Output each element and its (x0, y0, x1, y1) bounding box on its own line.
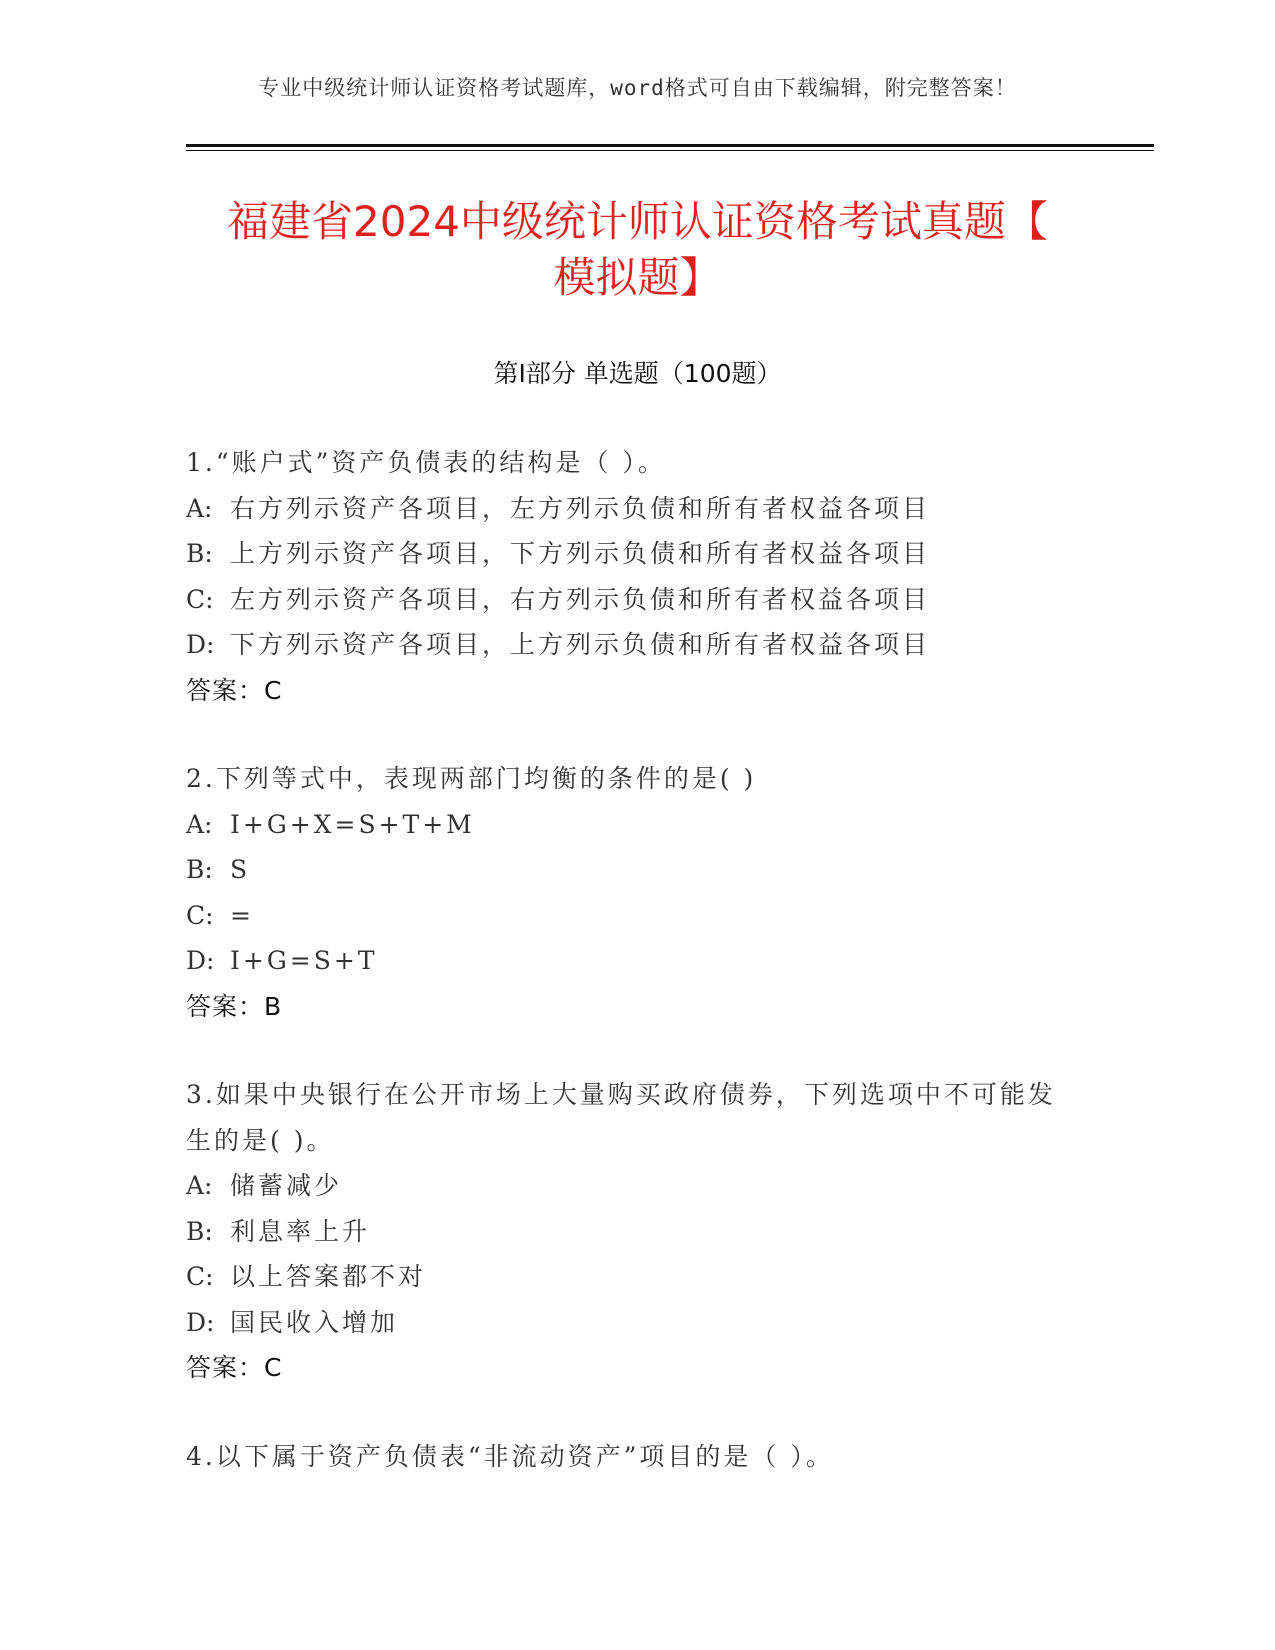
answer-line: 答案：C (186, 675, 283, 705)
question-list (186, 440, 1086, 1522)
question-3 (186, 1072, 1086, 1391)
option-text: 左方列示资产各项目，右方列示负债和所有者权益各项目 (230, 584, 931, 614)
answer-line: 答案：C (186, 1353, 283, 1382)
question-4 (186, 1434, 1086, 1480)
question-stem: 1.“账户式”资产负债表的结构是（ ）。 (186, 448, 666, 477)
option-text: I+G=S+T (230, 946, 378, 975)
option-b (186, 847, 1086, 893)
option-text: 国民收入增加 (230, 1307, 399, 1337)
option-letter: D: (186, 630, 215, 659)
option-letter: A: (186, 809, 213, 839)
document-title-line2: 模拟题】 (553, 253, 722, 302)
option-letter: C: (186, 900, 214, 930)
document-title-line1: 福建省2024中级统计师认证资格考试真题【 (227, 197, 1048, 246)
document-title (150, 194, 1125, 306)
option-text: S (230, 855, 251, 884)
question-1 (186, 440, 1086, 713)
option-letter: B: (186, 539, 213, 568)
option-c (186, 1254, 1086, 1300)
option-letter: B: (186, 1216, 213, 1246)
header-note: 专业中级统计师认证资格考试题库，word格式可自由下载编辑，附完整答案！ (258, 76, 1017, 100)
question-stem: 3.如果中央银行在公开市场上大量购买政府债券，下列选项中不可能发生的是( )。 (186, 1080, 1056, 1155)
question-stem: 4.以下属于资产负债表“非流动资产”项目的是（ ）。 (186, 1441, 834, 1471)
option-text: 下方列示资产各项目，上方列示负债和所有者权益各项目 (230, 630, 931, 659)
option-d (186, 622, 1086, 668)
answer-line: 答案：B (186, 991, 283, 1021)
section-title: 第I部分 单选题（100题） (493, 359, 782, 388)
option-a (186, 486, 1086, 532)
option-b (186, 531, 1086, 577)
option-text: 以上答案都不对 (230, 1262, 427, 1291)
option-text: = (230, 900, 254, 930)
option-b (186, 1209, 1086, 1255)
option-c (186, 577, 1086, 623)
option-letter: B: (186, 855, 213, 884)
option-text: 利息率上升 (230, 1216, 371, 1246)
option-text: 上方列示资产各项目，下方列示负债和所有者权益各项目 (230, 539, 931, 568)
header-divider-thick (186, 144, 1154, 147)
option-letter: D: (186, 1307, 215, 1337)
option-letter: C: (186, 584, 214, 614)
option-letter: C: (186, 1262, 214, 1291)
question-2 (186, 756, 1086, 1029)
header-divider-thin (186, 150, 1154, 151)
question-stem: 2.下列等式中，表现两部门均衡的条件的是( ) (186, 764, 757, 793)
option-a (186, 1163, 1086, 1209)
option-text: 右方列示资产各项目，左方列示负债和所有者权益各项目 (230, 493, 931, 523)
option-letter: D: (186, 946, 215, 975)
option-c (186, 893, 1086, 939)
option-d (186, 1300, 1086, 1346)
option-d (186, 938, 1086, 984)
option-text: I+G+X=S+T+M (230, 809, 475, 839)
option-text: 储蓄减少 (230, 1171, 343, 1200)
option-a (186, 802, 1086, 848)
option-letter: A: (186, 1171, 213, 1200)
option-letter: A: (186, 493, 213, 523)
